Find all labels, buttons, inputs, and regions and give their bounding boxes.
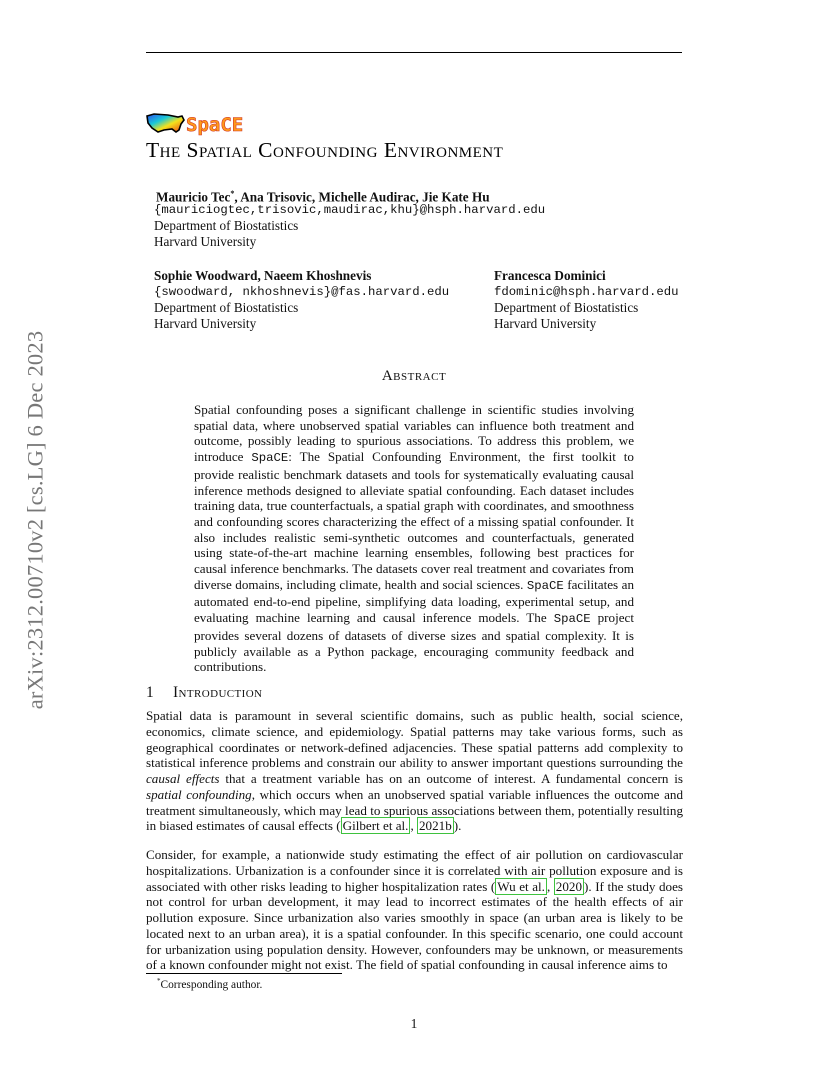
author-names: Mauricio Tec*, Ana Trisovic, Michelle Audirac, Jie Kate Hu: [156, 189, 490, 205]
author-group-3: [494, 268, 678, 332]
code-span: SpaCE: [526, 578, 564, 593]
author-email: {swoodward, nkhoshnevis}@fas.harvard.edu: [154, 285, 450, 299]
logo-text: SpaCE: [186, 114, 244, 136]
section-heading: [146, 684, 262, 702]
author-email: fdominic@hsph.harvard.edu: [494, 285, 679, 299]
author-univ: Harvard University: [494, 316, 597, 331]
author-dept: Department of Biostatistics: [494, 300, 639, 315]
intro-paragraph-2: Consider, for example, a nationwide study estimating the effect of air pollution on cardiovascular hospitalizations. Urbanization is a confounder since it is correlated with air pollution exposure and is associated with other risks leading to higher hospitalization rates ( Wu et al. , 2020 ). If the study does not control for urban development, it may lead to incorrect estimates of the health effects of air pollution exposure. Since urbanization also varies smoothly in space (an urban area is likely to be located next to an urban area), it is a spatial confounder. In this specific scenario, one could account for urbanization using population density. However, confounders may be unknown, or measurements of a known confounder might not exist. The field of spatial confounding in causal inference aims to: [146, 847, 684, 973]
footnote-rule: [146, 973, 342, 974]
section-title: Introduction: [173, 684, 263, 701]
arxiv-id-text: arXiv:2312.00710v2 [cs.LG] 6 Dec 2023: [22, 330, 48, 710]
paper-title: The Spatial Confounding Environment: [146, 138, 504, 162]
author-dept: Department of Biostatistics: [154, 300, 299, 315]
page-number: 1: [410, 1016, 418, 1031]
code-span: SpaCE: [553, 612, 591, 627]
author-univ: Harvard University: [154, 316, 257, 331]
author-names: Sophie Woodward, Naeem Khoshnevis: [154, 268, 372, 283]
abstract-heading: Abstract: [381, 368, 447, 384]
author-group-1-details: [154, 202, 545, 250]
citation-year-link[interactable]: 2020: [555, 878, 582, 894]
footnote: *Corresponding author.: [157, 977, 263, 991]
author-names: Francesca Dominici: [494, 268, 606, 283]
author-dept: Department of Biostatistics: [154, 218, 299, 233]
code-span: SpaCE: [251, 451, 289, 466]
abstract-body: Spatial confounding poses a significant challenge in scientific studies involving spatial data, where unobserved spatial variables can influence both treatment and outcome, possibly leading to spurious associations. To address this problem, we introduce SpaCE: The Spatial Confounding Environment, the first toolkit to provide realistic benchmark datasets and tools for systematically evaluating causal inference methods designed to alleviate spatial confounding. Each dataset includes training data, true counterfactuals, a spatial graph with coordinates, and smoothness and confounding scores characterizing the effect of a missing spatial confounder. It also includes realistic semi-synthetic outcomes and counterfactuals, generated using state-of-the-art machine learning ensembles, following best practices for causal inference benchmarks. The datasets cover real treatment and covariates from diverse domains, including climate, health and social sciences. SpaCE facilitates an automated end-to-end pipeline, simplifying data loading, experimental setup, and evaluating machine learning and causal inference models. The SpaCE project provides several dozens of datasets of diverse sizes and spatial complexity. It is publicly available as a Python package, encouraging community feedback and contributions.: [194, 402, 634, 675]
space-logo: [146, 112, 256, 136]
citation-year-link[interactable]: 2021b: [419, 818, 452, 834]
arxiv-identifier: [22, 290, 48, 750]
citation-link[interactable]: Wu et al.: [497, 878, 545, 894]
author-group-2: [154, 268, 449, 332]
section-number: 1: [146, 684, 155, 701]
header-rule: [146, 52, 682, 53]
intro-paragraph-1: Spatial data is paramount in several scientific domains, such as public health, social science, economics, climate science, and epidemiology. Spatial patterns may take various forms, such as geographical coordinates or network-defined adjacencies. These spatial patterns add complexity to statistical inference problems and constrain our ability to answer important questions surrounding the causal effects that a treatment variable has on an outcome of interest. A fundamental concern is spatial confounding, which occurs when an unobserved spatial variable influences the outcome and treatment simultaneously, which may lead to spurious associations between them, potentially resulting in biased estimates of causal effects ( Gilbert et al. , 2021b ).: [146, 708, 683, 834]
author-email: {mauriciogtec,trisovic,maudirac,khu}@hsph.harvard.edu: [154, 203, 546, 217]
citation-link[interactable]: Gilbert et al.: [342, 818, 409, 834]
author-univ: Harvard University: [154, 234, 257, 249]
